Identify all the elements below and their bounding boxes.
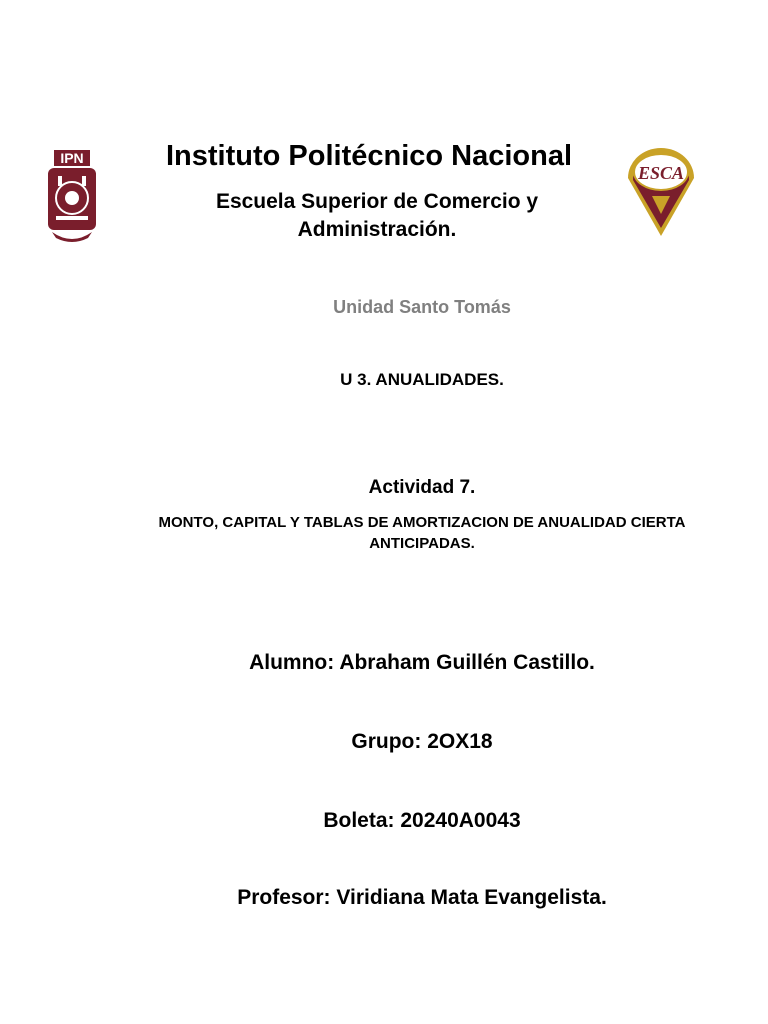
ipn-logo bbox=[44, 146, 100, 246]
svg-text:IPN: IPN bbox=[60, 150, 84, 166]
institution-title: Instituto Politécnico Nacional bbox=[166, 140, 573, 172]
activity-description bbox=[100, 512, 744, 554]
course-unit-title: U 3. ANUALIDADES. bbox=[340, 370, 504, 389]
activity-description-line2: ANTICIPADAS. bbox=[369, 535, 475, 552]
school-name-line1: Escuela Superior de Comercio y bbox=[215, 190, 539, 213]
activity-number: Actividad 7. bbox=[368, 477, 476, 498]
student-name: Alumno: Abraham Guillén Castillo. bbox=[249, 651, 595, 674]
campus-unit: Unidad Santo Tomás bbox=[333, 297, 511, 317]
svg-text:ESCA: ESCA bbox=[637, 163, 685, 183]
school-name bbox=[180, 188, 574, 244]
esca-logo bbox=[624, 144, 698, 240]
school-name-line2: Administración. bbox=[297, 218, 457, 241]
teacher-name: Profesor: Viridiana Mata Evangelista. bbox=[237, 886, 607, 909]
group: Grupo: 2OX18 bbox=[351, 730, 493, 753]
activity-description-line1: MONTO, CAPITAL Y TABLAS DE AMORTIZACION DE ANUALIDAD CIERTA bbox=[158, 514, 686, 531]
student-id: Boleta: 20240A0043 bbox=[323, 809, 521, 832]
